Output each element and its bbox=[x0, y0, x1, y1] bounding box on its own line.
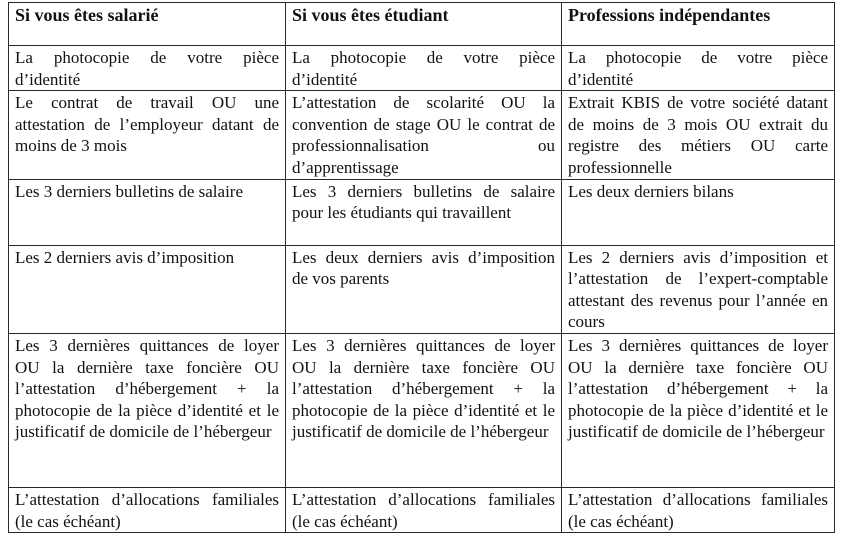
table-cell: Le contrat de travail OU une attestation de l’employeur datant de moins de 3 mois bbox=[9, 91, 286, 179]
table-cell: Les deux derniers avis d’imposition de vos parents bbox=[286, 245, 562, 333]
table-cell: L’attestation de scolarité OU la convention de stage OU le contrat de professionnalisation ou d’apprentissage bbox=[286, 91, 562, 179]
table-row bbox=[9, 333, 835, 487]
table-cell: La photocopie de votre pièce d’identité bbox=[286, 46, 562, 91]
table-cell: Les 3 derniers bulletins de salaire bbox=[9, 179, 286, 245]
required-documents-table bbox=[8, 2, 835, 533]
table-cell: L’attestation d’allocations familiales (le cas échéant) bbox=[9, 487, 286, 532]
header-salarie: Si vous êtes salarié bbox=[9, 3, 286, 46]
table-cell: La photocopie de votre pièce d’identité bbox=[562, 46, 835, 91]
table-cell: Les 2 derniers avis d’imposition et l’attestation de l’expert-comptable attestant des revenus pour l’année en cours bbox=[562, 245, 835, 333]
table-cell: L’attestation d’allocations familiales (le cas échéant) bbox=[286, 487, 562, 532]
table-row bbox=[9, 46, 835, 91]
table-row bbox=[9, 245, 835, 333]
table-cell: Les 3 dernières quittances de loyer OU la dernière taxe foncière OU l’attestation d’hébergement + la photocopie de la pièce d’identité et le justificatif de domicile de l’hébergeur bbox=[9, 333, 286, 487]
table-cell: Les 2 derniers avis d’imposition bbox=[9, 245, 286, 333]
table-cell: La photocopie de votre pièce d’identité bbox=[9, 46, 286, 91]
table-cell: Les deux derniers bilans bbox=[562, 179, 835, 245]
header-etudiant: Si vous êtes étudiant bbox=[286, 3, 562, 46]
table-header-row bbox=[9, 3, 835, 46]
table-row bbox=[9, 91, 835, 179]
table-cell: Les 3 derniers bulletins de salaire pour les étudiants qui travaillent bbox=[286, 179, 562, 245]
document-page bbox=[8, 2, 834, 533]
table-cell: Les 3 dernières quittances de loyer OU la dernière taxe foncière OU l’attestation d’hébergement + la photocopie de la pièce d’identité et le justificatif de domicile de l’hébergeur bbox=[286, 333, 562, 487]
table-cell: Extrait KBIS de votre société datant de moins de 3 mois OU extrait du registre des métiers OU carte professionnelle bbox=[562, 91, 835, 179]
table-row bbox=[9, 487, 835, 532]
table-row bbox=[9, 179, 835, 245]
table-cell: Les 3 dernières quittances de loyer OU la dernière taxe foncière OU l’attestation d’hébergement + la photocopie de la pièce d’identité et le justificatif de domicile de l’hébergeur bbox=[562, 333, 835, 487]
table-cell: L’attestation d’allocations familiales (le cas échéant) bbox=[562, 487, 835, 532]
header-independant: Professions indépendantes bbox=[562, 3, 835, 46]
